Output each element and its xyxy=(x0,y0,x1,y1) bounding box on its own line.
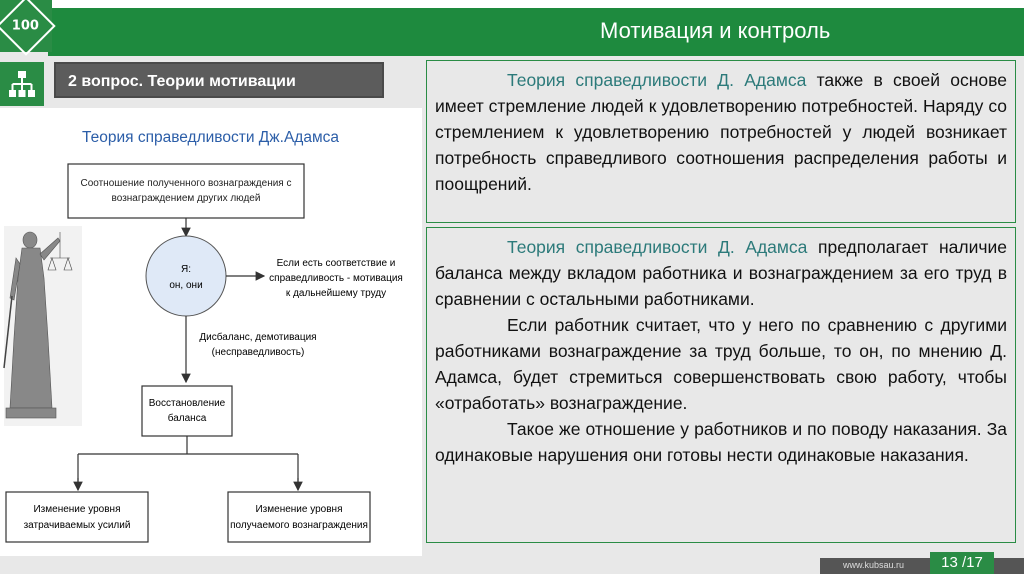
university-logo xyxy=(0,0,52,52)
left-bottom-line1: Изменение уровня xyxy=(33,504,121,515)
restore-line2: баланса xyxy=(167,413,207,424)
themis-statue-image xyxy=(4,226,82,426)
circle-line2: он, они xyxy=(169,280,203,291)
right-bottom-box xyxy=(228,492,370,542)
text2-paragraph-3: Такое же отношение у работников и по поводу наказания. За одинаковые нарушения они готовы нести одинаковые наказания. xyxy=(435,419,1007,465)
text1-highlight: Теория справедливости Д. Адамса xyxy=(507,70,807,90)
text-block-1 xyxy=(426,60,1016,223)
left-bottom-box xyxy=(6,492,148,542)
org-chart-icon xyxy=(0,62,44,106)
logo-text: 100 xyxy=(12,18,40,34)
mid-line2: (несправедливость) xyxy=(211,347,305,358)
top-box-line2: вознаграждением других людей xyxy=(111,193,261,204)
right-bottom-line2: получаемого вознаграждения xyxy=(230,520,368,531)
text2-body: предполагает наличие баланса между вкладом работника и вознаграждением за его труд в сравнении с остальными работниками. xyxy=(435,237,1007,309)
question-label: 2 вопрос. Теории мотивации xyxy=(54,62,384,98)
adams-diagram xyxy=(0,108,422,556)
circle-line1: Я: xyxy=(181,264,191,275)
top-box-line1: Соотношение полученного вознаграждения с xyxy=(80,178,292,189)
text2-highlight: Теория справедливости Д. Адамса xyxy=(507,237,808,257)
footer-url[interactable]: www.kubsau.ru xyxy=(843,560,905,570)
page-title: Мотивация и контроль xyxy=(600,18,831,43)
top-box xyxy=(68,164,304,218)
diagram-title: Теория справедливости Дж.Адамса xyxy=(82,129,339,146)
right-line2: справедливость - мотивация xyxy=(269,273,403,284)
right-line1: Если есть соответствие и xyxy=(276,258,396,269)
comparison-circle xyxy=(146,236,226,316)
restore-line1: Восстановление xyxy=(148,398,226,409)
left-bottom-line2: затрачиваемых усилий xyxy=(23,520,131,531)
page-number: 13 /17 xyxy=(930,552,994,574)
title-bar xyxy=(48,8,1024,56)
mid-line1: Дисбаланс, демотивация xyxy=(199,332,317,343)
text2-paragraph-2: Если работник считает, что у него по сравнению с другими работниками вознаграждение за труд больше, то он, по мнению Д. Адамса, будет стремиться совершенствовать свою работу, чтобы «отработать» вознаграждение. xyxy=(435,315,1007,413)
restore-box xyxy=(142,386,232,436)
right-line3: к дальнейшему труду xyxy=(285,288,387,299)
right-bottom-line1: Изменение уровня xyxy=(255,504,343,515)
text-block-2 xyxy=(426,227,1016,543)
text1-body: также в своей основе имеет стремление людей к удовлетворению потребностей. Наряду со стремлением к удовлетворению потребностей у людей возникает потребность справедливого соотношения распределения работы и поощрений. xyxy=(435,70,1007,194)
